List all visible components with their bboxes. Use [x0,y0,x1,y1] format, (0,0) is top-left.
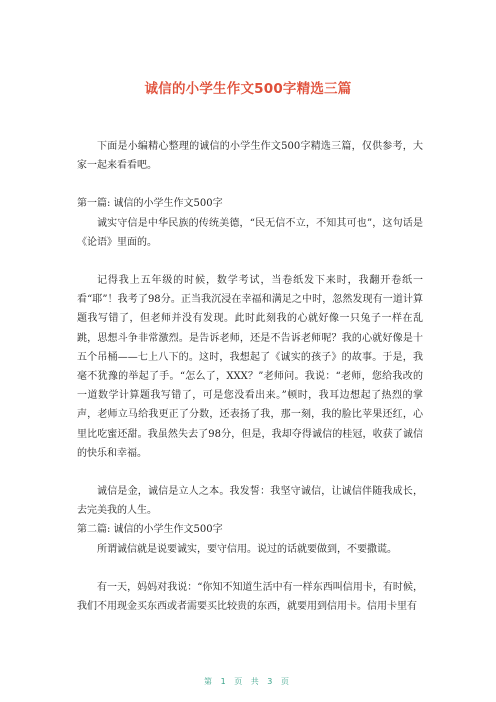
document-body [77,137,423,616]
body-paragraph: 所谓诚信就是说要诚实，要守信用。说过的话就要做到，不要撒谎。 [97,543,397,555]
body-paragraph: 诚实守信是中华民族的传统美德，“民无信不立，不知其可也”，这句话是《论语》里面的。 [77,217,423,248]
document-title: 诚信的小学生作文500字精选三篇 [144,81,352,97]
page-number-footer: 第 1 页 共 3 页 [204,677,292,686]
body-paragraph: 记得我上五年级的时候，数学考试，当卷纸发下来时，我翻开卷纸一看“耶”！我考了98分。正当我沉浸在幸福和满足之中时，忽然发现有一道计算题我写错了，但老师并没有发现。此时此刻我的心就好像一只兔子一样在乱跳，思想斗争非常激烈。是告诉老师，还是不告诉老师呢？我的心就好像是十五个吊桶——七上八下的。这时，我想起了《诚实的孩子》的故事。于是，我毫不犹豫的举起了手。“怎么了，XXX？”老师问。我说：“老师，您给我改的一道数学计算题我写错了，可是您没看出来。”顿时，我耳边想起了热烈的掌声，老师立马给我更正了分数，还表扬了我，那一刻，我的脸比苹果还红，心里比吃蜜还甜。我虽然失去了98分，但是，我却夺得诚信的桂冠，收获了诚信的快乐和幸福。 [77,275,423,459]
intro-paragraph: 下面是小编精心整理的诚信的小学生作文500字精选三篇，仅供参考，大家一起来看看吧。 [77,141,423,172]
section-heading-2: 第二篇: 诚信的小学生作文500字 [77,524,223,536]
body-paragraph: 诚信是金，诚信是立人之本。我发誓：我坚守诚信，让诚信伴随我成长，去完美我的人生。 [77,486,423,517]
body-paragraph: 有一天，妈妈对我说：“你知不知道生活中有一样东西叫信用卡，有时候，我们不用现金买东西或者需要买比较贵的东西，就要用到信用卡。信用卡里有 [77,581,423,613]
section-heading-1: 第一篇: 诚信的小学生作文500字 [77,198,223,210]
